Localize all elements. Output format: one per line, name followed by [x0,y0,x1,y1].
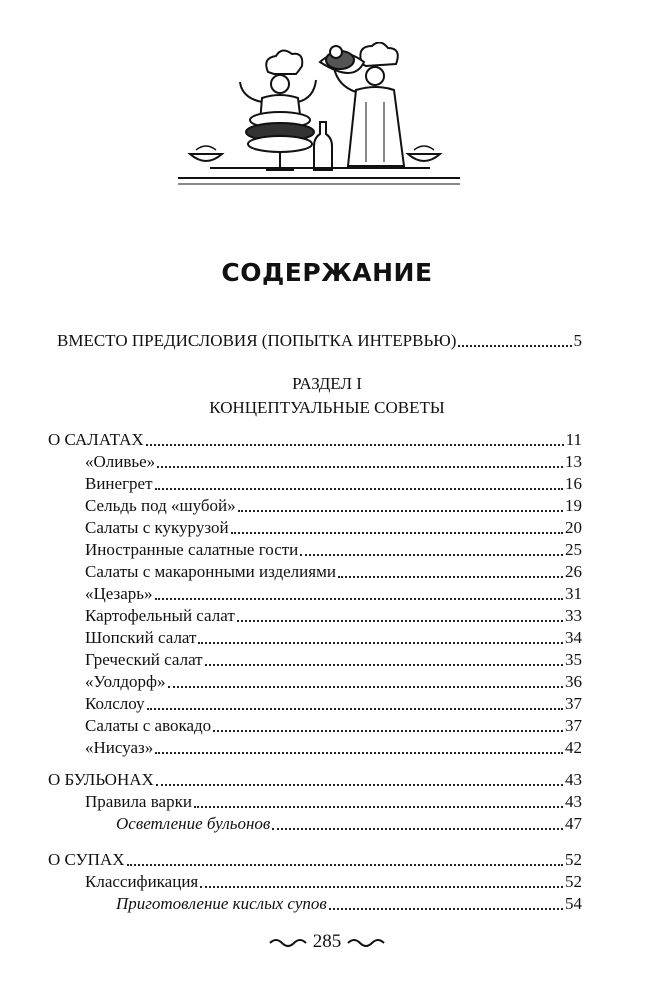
toc-entry-page: 19 [565,496,582,515]
toc-entry[interactable] [85,791,582,813]
toc-entry-label: Осветление бульонов [116,814,271,833]
dot-leader [272,827,563,830]
toc-entry-page: 20 [565,518,582,537]
toc-entry-page: 26 [565,562,582,581]
toc-entry[interactable] [85,605,582,627]
toc-entry-preface[interactable] [57,330,582,352]
page-title: СОДЕРЖАНИЕ [221,258,433,287]
toc-entry[interactable] [85,737,582,759]
toc-entry-page: 25 [565,540,582,559]
toc-entry[interactable] [48,769,582,791]
toc-entry-page: 37 [565,716,582,735]
toc-entry-page: 31 [565,584,582,603]
toc-entry-label: «Оливье» [85,452,156,471]
dot-leader [168,685,563,688]
dot-leader [147,707,563,710]
toc-entry[interactable] [85,583,582,605]
toc-entry[interactable] [85,473,582,495]
dot-leader [205,663,563,666]
dot-leader [155,597,563,600]
toc-entry-label: «Цезарь» [85,584,153,603]
toc-entry[interactable] [85,871,582,893]
dot-leader [231,531,563,534]
dot-leader [200,885,563,888]
dot-leader [155,487,563,490]
dot-leader [329,907,563,910]
toc-entry[interactable] [85,495,582,517]
toc-entry-page: 47 [565,814,582,833]
toc-entry[interactable] [85,627,582,649]
toc-entry[interactable] [85,649,582,671]
toc-entry[interactable] [85,671,582,693]
toc-entry-label: Салаты с макаронными изделиями [85,562,336,581]
toc-entry-page: 5 [573,331,582,350]
toc-entry[interactable] [85,693,582,715]
toc-entry-page: 13 [565,452,582,471]
toc-entry[interactable] [85,561,582,583]
toc-entry-page: 34 [565,628,582,647]
ornament-left-icon [268,937,308,949]
toc-entry-label: «Уолдорф» [85,672,166,691]
chefs-illustration [170,42,460,188]
toc-entry-label: Картофельный салат [85,606,235,625]
section-name: КОНЦЕПТУАЛЬНЫЕ СОВЕТЫ [209,398,445,417]
toc-entry-page: 16 [565,474,582,493]
toc-entry-label: Приготовление кислых супов [116,894,327,913]
dot-leader [338,575,563,578]
toc-entry-label: Салаты с кукурузой [85,518,229,537]
toc-entry-page: 11 [565,430,582,449]
page-number: 285 [312,931,342,952]
toc-entry-label: Греческий салат [85,650,203,669]
toc-entry[interactable] [85,517,582,539]
toc-entry-label: Правила варки [85,792,192,811]
section-number: РАЗДЕЛ I [292,374,362,393]
toc-entry-label: «Нисуаз» [85,738,154,757]
toc-entry[interactable] [48,849,582,871]
ornament-right-icon [346,937,386,949]
dot-leader [127,863,563,866]
toc-entry-page: 54 [565,894,582,913]
dot-leader [156,783,563,786]
toc-entry-label: Колслоу [85,694,145,713]
toc-entry[interactable] [116,813,582,835]
toc-entry-label: О СУПАХ [48,850,125,869]
toc-entry-label: Шопский салат [85,628,197,647]
dot-leader [198,641,563,644]
toc-entry-page: 43 [565,770,582,789]
toc-entry-label: О БУЛЬОНАХ [48,770,154,789]
dot-leader [238,509,563,512]
toc-entry-page: 42 [565,738,582,757]
page-footer [0,930,654,954]
toc-entry-page: 33 [565,606,582,625]
toc-entry-label: Салаты с авокадо [85,716,212,735]
toc-entry-label: Иностранные салатные гости [85,540,299,559]
dot-leader [213,729,563,732]
toc-entry-label: О САЛАТАХ [48,430,144,449]
toc-entry[interactable] [85,451,582,473]
toc-entry[interactable] [85,539,582,561]
dot-leader [146,443,564,446]
toc-entry-label: ВМЕСТО ПРЕДИСЛОВИЯ (ПОПЫТКА ИНТЕРВЬЮ) [57,331,457,350]
toc-entry-page: 35 [565,650,582,669]
dot-leader [155,751,563,754]
dot-leader [194,805,563,808]
toc-entry-page: 43 [565,792,582,811]
toc-entry[interactable] [48,429,582,451]
toc-entry-page: 37 [565,694,582,713]
dot-leader [300,553,563,556]
toc-entry-label: Винегрет [85,474,153,493]
toc-entry[interactable] [116,893,582,915]
dot-leader [458,344,571,347]
toc-entry-page: 52 [565,872,582,891]
toc-entry-page: 36 [565,672,582,691]
dot-leader [157,465,563,468]
toc-entry-page: 52 [565,850,582,869]
toc-entry[interactable] [85,715,582,737]
dot-leader [237,619,563,622]
toc-entry-label: Сельдь под «шубой» [85,496,236,515]
toc-entry-label: Классификация [85,872,199,891]
